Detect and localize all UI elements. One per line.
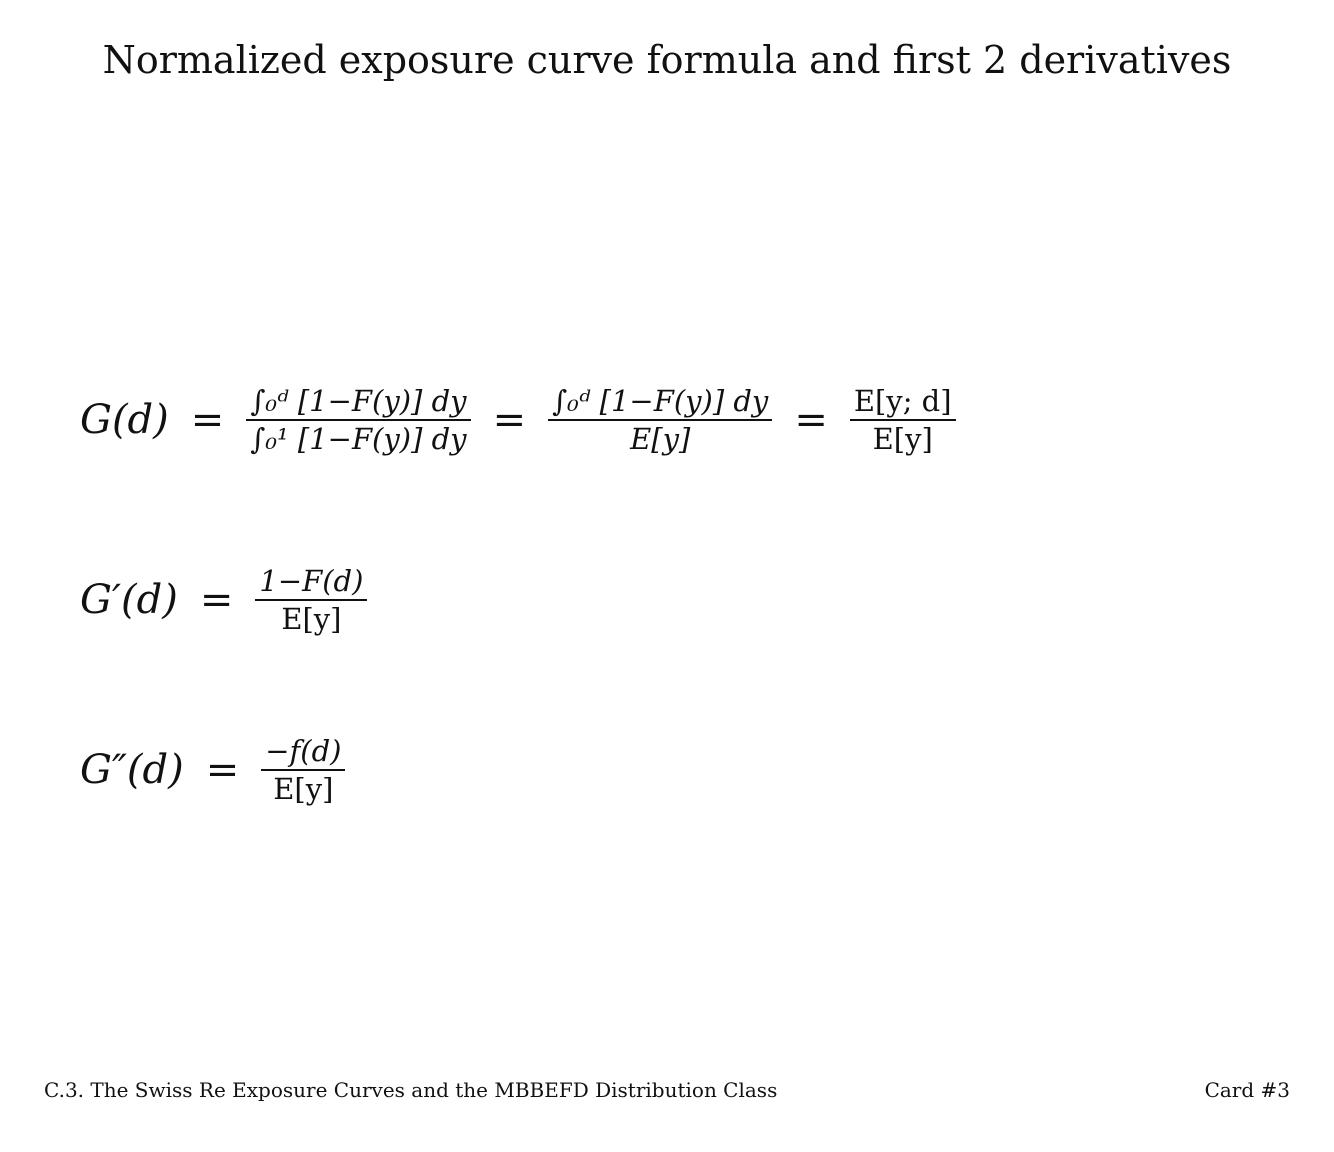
fraction-1 — [246, 383, 470, 457]
footer-section-title: C.3. The Swiss Re Exposure Curves and the MBBEFD Distribution Class — [44, 1078, 778, 1102]
fraction-3 — [850, 383, 956, 457]
equals-sign: = — [205, 747, 240, 793]
fraction — [255, 563, 367, 637]
footer-card-number: Card #3 — [1204, 1078, 1290, 1102]
fraction-numerator: ∫₀ᵈ [1−F(y)] dy — [552, 384, 769, 418]
equals-sign: = — [492, 397, 527, 443]
fraction — [261, 733, 345, 807]
page-title: Normalized exposure curve formula and first 2 derivatives — [102, 38, 1232, 82]
fraction-denominator: E[y] — [273, 772, 334, 806]
fraction-numerator: −f(d) — [265, 734, 342, 768]
fraction-2 — [548, 383, 772, 457]
fraction-denominator: E[y] — [872, 422, 933, 456]
fraction-numerator: E[y; d] — [853, 384, 952, 418]
fraction-denominator: ∫₀¹ [1−F(y)] dy — [250, 422, 467, 456]
fraction-numerator: ∫₀ᵈ [1−F(y)] dy — [250, 384, 467, 418]
equation-g-double-prime — [80, 733, 345, 807]
equation-lhs: G″(d) — [80, 747, 184, 793]
fraction-denominator: E[y] — [281, 602, 342, 636]
equation-lhs: G′(d) — [80, 577, 178, 623]
fraction-denominator: E[y] — [630, 422, 691, 456]
equals-sign: = — [190, 397, 225, 443]
equals-sign: = — [794, 397, 828, 443]
equation-g — [80, 383, 956, 457]
equals-sign: = — [199, 577, 234, 623]
fraction-numerator: 1−F(d) — [259, 564, 364, 598]
equation-lhs: G(d) — [80, 397, 169, 443]
equation-g-prime — [80, 563, 367, 637]
